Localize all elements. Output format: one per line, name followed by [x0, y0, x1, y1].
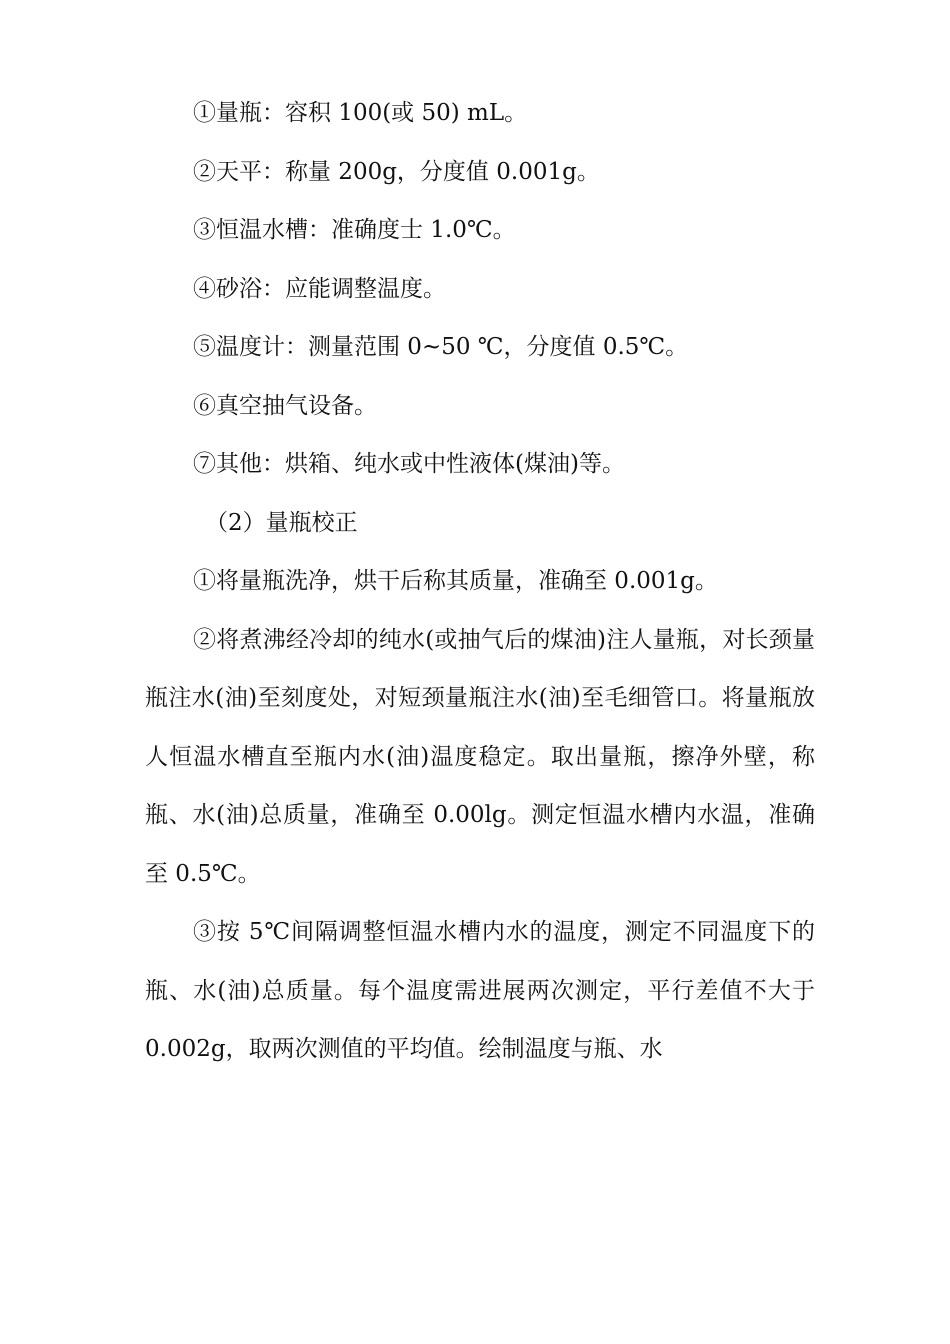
equipment-item-other: ⑦其他：烘箱、纯水或中性液体(煤油)等。 [193, 451, 625, 477]
calibration-step-1: ①将量瓶洗净，烘干后称其质量，准确至 0.001g。 [193, 568, 718, 594]
calibration-step-2: ②将煮沸经冷却的纯水(或抽气后的煤油)注人量瓶，对长颈量瓶注水(油)至刻度处，对短颈量瓶注水(油)至毛细管口。将量瓶放人恒温水槽直至瓶内水(油)温度稳定。取出量瓶，擦净外壁，称瓶、水(油)总质量，准确至 0.00lg。测定恒温水槽内水温，准确至 0.5℃。 [145, 626, 815, 887]
equipment-item-water-bath: ③恒温水槽：准确度士 1.0℃。 [193, 217, 516, 243]
equipment-item-volumetric-flask: ①量瓶：容积 100(或 50) mL。 [193, 100, 528, 126]
section-heading: （2）量瓶校正 [205, 509, 358, 536]
equipment-item-thermometer: ⑤温度计：测量范围 0~50 ℃，分度值 0.5℃。 [193, 334, 689, 360]
calibration-step-3: ③按 5℃间隔调整恒温水槽内水的温度，测定不同温度下的瓶、水(油)总质量。每个温度需进展两次测定，平行差值不大于 0.002g，取两次测值的平均值。绘制温度与瓶、水 [145, 919, 815, 1062]
document-body [145, 84, 815, 1079]
equipment-item-vacuum: ⑥真空抽气设备。 [193, 392, 377, 419]
equipment-item-balance: ②天平：称量 200g，分度值 0.001g。 [193, 158, 600, 185]
equipment-item-sand-bath: ④砂浴：应能调整温度。 [193, 275, 446, 302]
